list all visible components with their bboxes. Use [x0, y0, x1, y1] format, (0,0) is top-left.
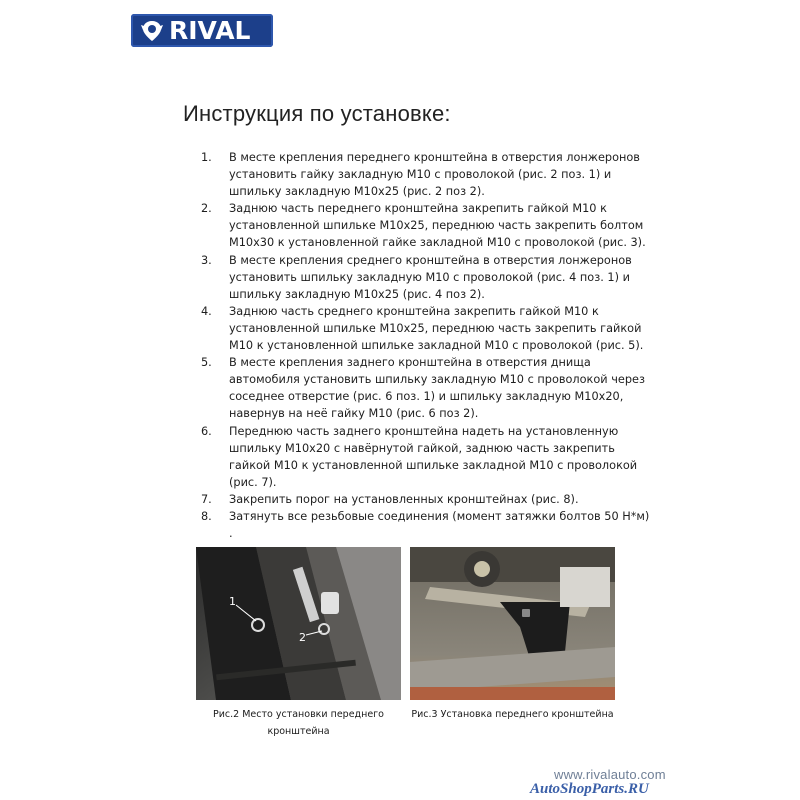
page-title: Инструкция по установке: [183, 101, 451, 126]
step-number: 2. [201, 202, 212, 216]
figure-2-photo [196, 547, 401, 700]
step-text: В месте крепления переднего кронштейна в отверстия лонжеронов установить гайку закладную М10 с проволокой (рис. 2 поз. 1) и шпильку закладную М10х25 (рис. 2 поз 2). [229, 151, 640, 199]
watermark-url: www.rivalauto.com [554, 767, 666, 782]
step-number: 6. [201, 424, 212, 438]
step-number: 8. [201, 509, 212, 523]
step-text: Заднюю часть среднего кронштейна закрепить гайкой М10 к установленной шпильке М10х25, переднюю часть закрепить гайкой М10 к установленной шпильке закладной М10 с проволокой (рис. 5). [229, 304, 644, 353]
figure-2-marker-1: 1 [229, 595, 236, 608]
step-item [183, 200, 653, 251]
step-text: В месте крепления среднего кронштейна в отверстия лонжеронов установить шпильку закладную М10 с проволокой (рис. 4 поз. 1) и шпильку закладную М10х25 (рис. 4 поз 2). [229, 253, 632, 301]
rival-logo [131, 14, 273, 47]
step-item [183, 149, 653, 200]
logo-wordmark: RIVAL [169, 16, 251, 45]
step-item [183, 491, 653, 508]
step-number: 5. [201, 356, 212, 370]
figure-2-caption: Рис.2 Место установки переднего кронштейна [213, 709, 384, 737]
step-text: В месте крепления заднего кронштейна в отверстия днища автомобиля установить шпильку закладную М10 с проволокой через соседнее отверстие (рис. 6 поз. 1) и шпильку закладную М10х20, навернув на неё гайку М10 (рис. 6 поз 2). [229, 356, 645, 421]
step-item [183, 423, 653, 491]
step-number: 3. [201, 253, 212, 267]
watermark-site: AutoShopParts.RU [530, 781, 649, 797]
step-text: Переднюю часть заднего кронштейна надеть на установленную шпильку М10х20 с навёрнутой гайкой, заднюю часть закрепить гайкой М10 к установленной шпильке закладной М10 с проволокой (рис. 7). [229, 424, 638, 489]
installation-steps [183, 149, 653, 542]
figure-3-caption: Рис.3 Установка переднего кронштейна [411, 709, 614, 720]
step-number: 1. [201, 151, 212, 164]
figure-3-photo [410, 547, 615, 700]
step-item [183, 508, 653, 542]
step-number: 4. [201, 304, 212, 318]
step-item [183, 303, 653, 354]
step-item [183, 354, 653, 422]
step-item [183, 252, 653, 303]
figure-2-marker-2: 2 [299, 631, 306, 644]
step-text: Заднюю часть переднего кронштейна закрепить гайкой М10 к установленной шпильке М10х25, переднюю часть закрепить болтом М10х30 к установленной гайке закладной М10 с проволокой (рис. 3). [229, 202, 646, 250]
pin-bird-icon [137, 18, 167, 44]
step-text: Затянуть все резьбовые соединения (момент затяжки болтов 50 Н*м) . [229, 509, 650, 541]
step-text: Закрепить порог на установленных кронштейнах (рис. 8). [229, 492, 579, 506]
step-number: 7. [201, 492, 212, 506]
